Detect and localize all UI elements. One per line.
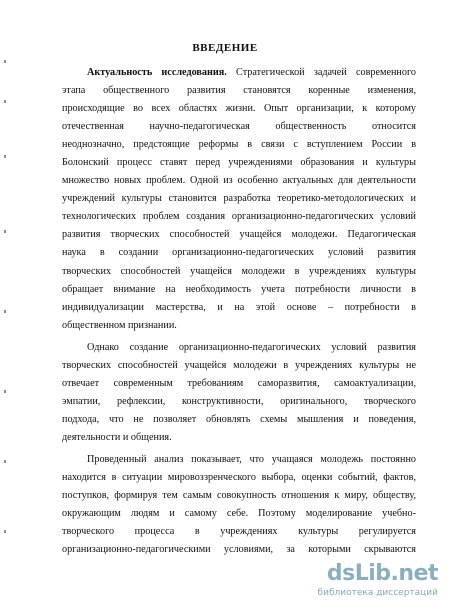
text-line: Болонский процесс ставят перед учреждениями образования и культуры: [62, 157, 416, 169]
text-line: отечественная научно-педагогическая общественность относится: [62, 121, 416, 133]
section-lead: Актуальность исследования.: [87, 67, 227, 78]
text-line: Однако создание организационно-педагогических условий развития: [87, 341, 416, 353]
text-line: окружающим людям и самому себе. Поэтому моделирование учебно-: [62, 508, 416, 520]
text-line: учреждений культуры становится разработка теоретико-методологических и: [62, 193, 416, 205]
text-line: развития творческих способностей учащейся молодежи. Педагогическая: [62, 229, 416, 241]
text-line: происходящие во всех областях жизни. Опыт организации, к которому: [62, 103, 416, 115]
watermark: [308, 561, 438, 605]
text-line: Проведенный анализ показывает, что учащаяся молодежь постоянно: [87, 453, 416, 465]
text-line: подхода, что не позволяет обновлять схемы мышления и поведения,: [62, 413, 416, 425]
text-line: общественном признании.: [62, 319, 177, 331]
watermark-subtitle: библиотека диссертаций: [317, 588, 438, 598]
text-line: творческого процесса в учреждениях культуры регулируется: [62, 526, 416, 538]
body-text: [62, 64, 416, 563]
text-line: индивидуализации мастерства, и на этой основе – потребности в: [62, 301, 416, 313]
paragraph-relevance: [62, 64, 416, 335]
text-line: эмпатии, рефлексии, конструктивности, оригинального, творческого: [62, 395, 416, 407]
text-line: поступков, формируя тем самым совокупность отношения к миру, обществу,: [62, 490, 416, 502]
text-line: этапа общественного развития становятся коренные изменения,: [62, 85, 416, 97]
text-line: творческих способностей учащейся молодежи в учреждениях культуры не: [62, 359, 416, 371]
watermark-logo: dsLib.net: [326, 561, 438, 586]
text-line: множество новых проблем. Одной из особенно актуальных для деятельности: [62, 175, 416, 187]
text-line: обращает внимание на необходимость учета потребности личности в: [62, 283, 416, 295]
paragraph-conditions: [62, 339, 416, 447]
text-line: находится в ситуации мировоззренческого выбора, оценки событий, фактов,: [62, 472, 416, 484]
text-line: творческих способностей учащейся молодежи в учреждениях культуры: [62, 265, 416, 277]
scan-margin-marks: [2, 60, 8, 580]
text-line: деятельности и общения.: [62, 431, 172, 443]
page-title: ВВЕДЕНИЕ: [192, 42, 258, 54]
paragraph-analysis: [62, 451, 416, 559]
text-line: организационно-педагогическими условиями, за которыми скрываются: [62, 544, 416, 556]
text-line: Актуальность исследования. Стратегической задачей современного: [87, 67, 416, 78]
text-line: наука в создании организационно-педагогических условий развития: [62, 247, 416, 259]
text-line: отвечает современным требованиям саморазвития, самоактуализации,: [62, 377, 416, 389]
text-line: технологических проблем создания организационно-педагогических условий: [62, 211, 416, 223]
text-line: неоднозначно, предстоящие реформы в связи с вступлением России в: [62, 139, 416, 151]
